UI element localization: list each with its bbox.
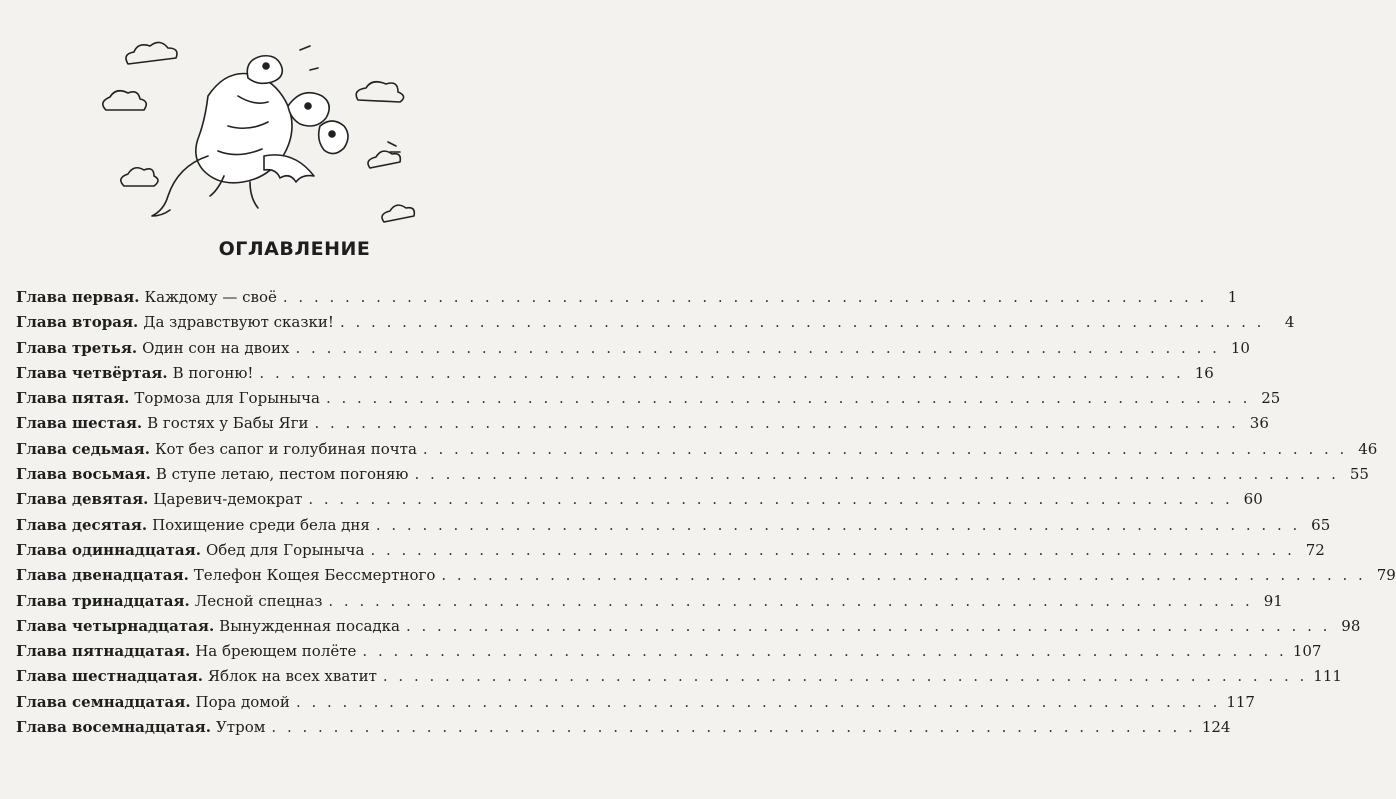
toc-entry [16, 363, 1214, 389]
toc-entry [16, 692, 1255, 718]
chapter-title: Телефон Кощея Бессмертного [193, 566, 436, 585]
chapter-label: Глава пятая. [16, 389, 130, 408]
table-of-contents [16, 288, 1396, 743]
chapter-title: Похищение среди бела дня [152, 515, 370, 534]
cloud-icon [126, 42, 177, 64]
toc-entry [16, 642, 1322, 667]
dot-leader: . . . . . . . . . . . . . . . . . . . . . . . . . . . . . . . . . . . . . . . . . . . . . . . . . . . . . . . . . . . . [295, 692, 1221, 711]
chapter-title: Яблок на всех хватит [207, 667, 377, 686]
toc-entry [16, 338, 1250, 364]
page-number: 16 [1194, 363, 1214, 382]
chapter-label: Глава пятнадцатая. [16, 642, 191, 661]
page-number: 36 [1249, 414, 1269, 433]
dot-leader: . . . . . . . . . . . . . . . . . . . . . . . . . . . . . . . . . . . . . . . . . . . . . . . . . . . . . . . . . . . . [339, 313, 1265, 332]
toc-entry [16, 591, 1283, 617]
chapter-label: Глава десятая. [16, 515, 148, 534]
chapter-title: Каждому — своё [144, 288, 277, 306]
page-number: 72 [1305, 540, 1325, 559]
page-number: 65 [1311, 515, 1331, 534]
chapter-label: Глава тринадцатая. [16, 591, 190, 610]
page-number: 4 [1284, 313, 1295, 332]
dot-leader: . . . . . . . . . . . . . . . . . . . . . . . . . . . . . . . . . . . . . . . . . . . . . . . . . . . . . . . . . . . . [308, 490, 1233, 509]
toc-entry [16, 667, 1342, 692]
chapter-label: Глава двенадцатая. [16, 566, 189, 585]
toc-entry [16, 465, 1369, 490]
dot-leader: . . . . . . . . . . . . . . . . . . . . . . . . . . . . . . . . . . . . . . . . . . . . . . . . . . . . . . . . . . . . [325, 389, 1251, 408]
chapter-title: Один сон на двоих [142, 338, 290, 357]
chapter-label: Глава третья. [16, 338, 138, 357]
dot-leader: . . . . . . . . . . . . . . . . . . . . . . . . . . . . . . . . . . . . . . . . . . . . . . . . . . . . . . . . . . . . [259, 363, 1184, 382]
chapter-label: Глава шестая. [16, 414, 143, 433]
cloud-icon [356, 82, 403, 102]
chapter-label: Глава шестнадцатая. [16, 667, 203, 686]
chapter-title: Царевич-демократ [153, 490, 303, 509]
chapter-title: В погоню! [172, 363, 254, 382]
dot-leader: . . . . . . . . . . . . . . . . . . . . . . . . . . . . . . . . . . . . . . . . . . . . . . . . . . . . . . . . . . . . [375, 515, 1301, 534]
chapter-title: На бреющем полёте [195, 642, 357, 661]
dot-leader: . . . . . . . . . . . . . . . . . . . . . . . . . . . . . . . . . . . . . . . . . . . . . . . . . . . . . . . . . . . . [422, 439, 1348, 458]
chapter-title: В ступе летаю, пестом погоняю [155, 465, 409, 484]
dot-leader: . . . . . . . . . . . . . . . . . . . . . . . . . . . . . . . . . . . . . . . . . . . . . . . . . . . . . . . . . . . . [370, 540, 1295, 559]
chapter-title: Пора домой [195, 692, 290, 711]
toc-entry [16, 439, 1378, 465]
page-number: 55 [1349, 465, 1369, 484]
chapter-label: Глава седьмая. [16, 439, 150, 458]
chapter-label: Глава восемнадцатая. [16, 718, 211, 737]
page-number: 79 [1376, 566, 1396, 585]
chapter-title: Тормоза для Горыныча [134, 389, 320, 408]
chapter-label: Глава одиннадцатая. [16, 540, 201, 559]
chapter-title: Кот без сапог и голубиная почта [154, 439, 417, 458]
dot-leader: . . . . . . . . . . . . . . . . . . . . . . . . . . . . . . . . . . . . . . . . . . . . . . . . . . . . . . . . . . . . [271, 718, 1196, 737]
cloud-icon [382, 205, 414, 222]
page-number: 111 [1313, 667, 1342, 686]
cloud-icon [368, 151, 400, 168]
chapter-label: Глава вторая. [16, 313, 139, 332]
cloud-icon [103, 91, 146, 110]
toc-entry [16, 414, 1269, 439]
chapter-label: Глава восьмая. [16, 465, 151, 484]
chapter-title: Лесной спецназ [194, 591, 323, 610]
toc-entry [16, 616, 1361, 642]
dot-leader: . . . . . . . . . . . . . . . . . . . . . . . . . . . . . . . . . . . . . . . . . . . . . . . . . . . . . . . . . . . . [441, 566, 1366, 585]
page-number: 124 [1201, 718, 1231, 737]
toc-entry [16, 389, 1281, 414]
page-number: 25 [1261, 389, 1281, 408]
dot-leader: . . . . . . . . . . . . . . . . . . . . . . . . . . . . . . . . . . . . . . . . . . . . . . . . . . . . . . . . . . . . [328, 591, 1253, 610]
toc-heading: ОГЛАВЛЕНИЕ [218, 238, 371, 260]
page-number: 1 [1227, 288, 1238, 306]
chapter-label: Глава четырнадцатая. [16, 616, 215, 635]
chapter-title: Да здравствуют сказки! [143, 313, 334, 332]
toc-entry [16, 718, 1231, 743]
chapter-title: Вынужденная посадка [219, 616, 400, 635]
chapter-title: В гостях у Бабы Яги [147, 414, 309, 433]
page-number: 117 [1226, 692, 1255, 711]
dot-leader: . . . . . . . . . . . . . . . . . . . . . . . . . . . . . . . . . . . . . . . . . . . . . . . . . . . . . . . . . . . . [414, 465, 1339, 484]
chapter-title: Утром [215, 718, 266, 737]
page-number: 91 [1263, 591, 1283, 610]
chapter-label: Глава четвёртая. [16, 363, 168, 382]
dot-leader: . . . . . . . . . . . . . . . . . . . . . . . . . . . . . . . . . . . . . . . . . . . . . . . . . . . . . . . . . . . . [295, 338, 1220, 357]
toc-entry [16, 566, 1396, 591]
page-number: 46 [1358, 439, 1378, 458]
dot-leader: . . . . . . . . . . . . . . . . . . . . . . . . . . . . . . . . . . . . . . . . . . . . . . . . . . . . . . . . . . . . [282, 288, 1208, 306]
toc-entry [16, 313, 1295, 338]
page-number: 10 [1230, 338, 1250, 357]
chapter-label: Глава девятая. [16, 490, 149, 509]
chapter-label: Глава первая. [16, 288, 140, 306]
cloud-icon [121, 168, 158, 186]
toc-entry [16, 515, 1331, 541]
chapter-label: Глава семнадцатая. [16, 692, 191, 711]
toc-entry [16, 288, 1238, 313]
page-number: 98 [1341, 616, 1361, 635]
dot-leader: . . . . . . . . . . . . . . . . . . . . . . . . . . . . . . . . . . . . . . . . . . . . . . . . . . . . . . . . . . . . [382, 667, 1308, 686]
page-number: 107 [1292, 642, 1322, 661]
dot-leader: . . . . . . . . . . . . . . . . . . . . . . . . . . . . . . . . . . . . . . . . . . . . . . . . . . . . . . . . . . . . [362, 642, 1287, 661]
page-number: 60 [1243, 490, 1263, 509]
dot-leader: . . . . . . . . . . . . . . . . . . . . . . . . . . . . . . . . . . . . . . . . . . . . . . . . . . . . . . . . . . . . [314, 414, 1239, 433]
toc-entry [16, 490, 1263, 515]
chapter-title: Обед для Горыныча [205, 540, 365, 559]
toc-entry [16, 540, 1325, 566]
dragon-illustration [88, 36, 448, 246]
dot-leader: . . . . . . . . . . . . . . . . . . . . . . . . . . . . . . . . . . . . . . . . . . . . . . . . . . . . . . . . . . . . [405, 616, 1331, 635]
